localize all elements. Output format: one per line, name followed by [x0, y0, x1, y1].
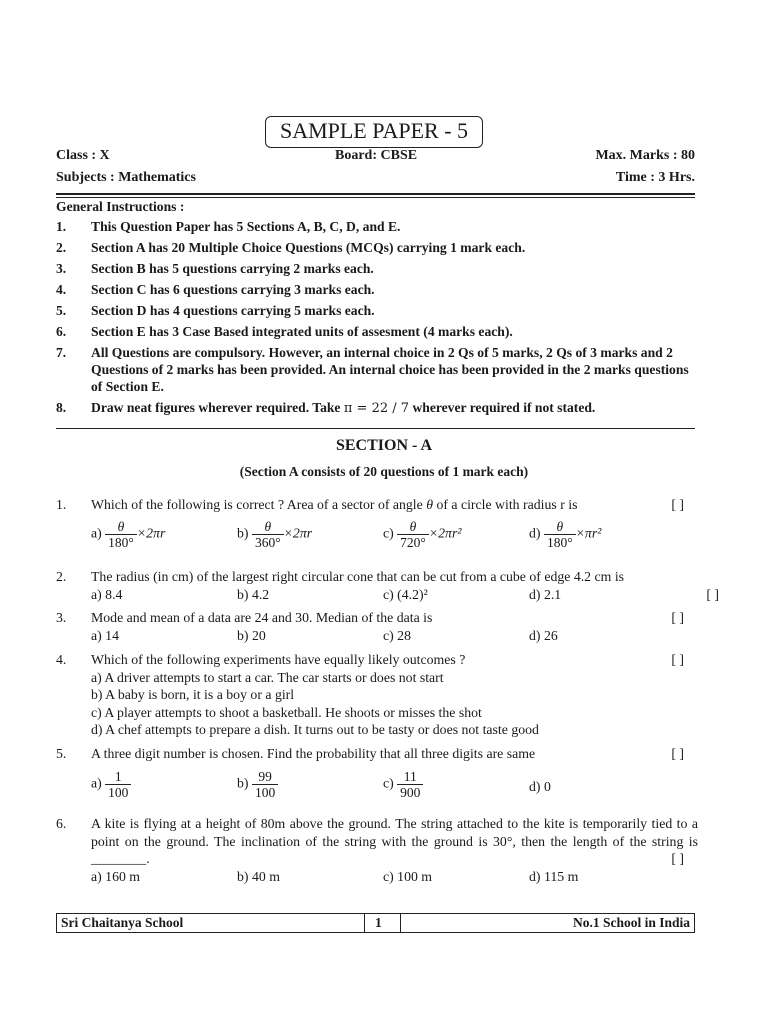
answer-bracket: [ ]	[706, 586, 719, 602]
section-subtitle: (Section A consists of 20 questions of 1 mark each)	[239, 464, 529, 479]
section-divider	[56, 428, 695, 429]
class-label: Class : X	[56, 148, 110, 163]
instruction-item: 8. Draw neat figures wherever required. Take π = 22 / 7 wherever required if not stated.	[56, 400, 596, 416]
instruction-item: 5. Section D has 4 questions carrying 5 marks each.	[56, 303, 375, 318]
paper-title: SAMPLE PAPER - 5	[265, 116, 483, 148]
option-d: d) 26	[529, 627, 558, 643]
option-d: d) $\frac{\theta}{180^\circ}$ ×πr²	[529, 518, 602, 550]
option-d: d) 0	[529, 778, 551, 794]
option-b: b) 40 m	[237, 868, 280, 884]
option-b: b) 4.2	[237, 586, 270, 602]
theta-symbol: θ	[426, 497, 433, 512]
option-c: c) 28	[383, 627, 411, 643]
option-c: c) $\frac{\theta}{720^\circ}$ ×2πr²	[383, 518, 462, 550]
option-c: c) $\frac{11}{900}$	[383, 769, 423, 800]
answer-bracket: [ ]	[671, 652, 684, 667]
page-number: 1	[375, 915, 382, 930]
instruction-item: 7. All Questions are compulsory. However, an internal choice in 2 Qs of 5 marks, 2 Qs of 3 marks and 2 Questions of 2 marks has been provided. An internal choice has been provided in the 2 marks questions of Section E.	[56, 345, 689, 394]
question-6: 6. A kite is flying at a height of 80m above the ground. The string attached to the kite is temporarily tied to a point on the ground. The inclination of the string with the ground is 30°, then the length of the string is ________. [ ] a) 160 m b) 40 m c) 100 m d) 115 m	[56, 816, 698, 884]
instructions-heading: General Instructions :	[56, 199, 185, 214]
answer-bracket: [ ]	[671, 746, 684, 761]
section-title: SECTION - A	[335, 437, 433, 454]
instruction-item: 6. Section E has 3 Case Based integrated units of assesment (4 marks each).	[56, 324, 513, 339]
options	[91, 769, 698, 809]
page-footer	[56, 913, 695, 933]
instruction-item: 1. This Question Paper has 5 Sections A, B, C, D, and E.	[56, 219, 401, 234]
option-d: d) 115 m	[529, 868, 579, 884]
board-label: Board: CBSE	[335, 148, 418, 163]
footer-tagline: No.1 School in India	[572, 915, 690, 930]
instruction-item: 2. Section A has 20 Multiple Choice Questions (MCQs) carrying 1 mark each.	[56, 240, 526, 255]
answer-bracket: [ ]	[671, 851, 684, 866]
option-b: b) A baby is born, it is a boy or a girl	[91, 687, 295, 702]
instruction-item: 3. Section B has 5 questions carrying 2 marks each.	[56, 261, 374, 276]
footer-divider	[400, 914, 401, 932]
question-4: 4. Which of the following experiments have equally likely outcomes ? [ ] a) A driver attempts to start a car. The car starts or does not start b) A baby is born, it is a boy or a girl c) A player attempts to shoot a basketball. He shoots or misses the shot d) A chef attempts to prepare a dish. It turns out to be tasty or does not taste good	[56, 651, 698, 739]
option-b: b) 20	[237, 627, 266, 643]
question-1: 1. Which of the following is correct ? Area of a sector of angle θ of a circle with radius r is [ ] a) $\frac{\theta}{180^\circ}$ ×2πr b) $\frac{\theta}{360^\circ}$ ×2πr c) $\frac{\theta}{720^\circ}$ ×2πr² d) $\frac{\theta}{180^\circ}$ ×πr²	[56, 496, 698, 557]
answer-bracket: [ ]	[671, 610, 684, 625]
options	[91, 586, 719, 604]
footer-divider	[364, 914, 365, 932]
question-5: 5. A three digit number is chosen. Find the probability that all three digits are same [ ] a) $\frac{1}{100}$ b) $\frac{99}{100}$ c) $\frac{11}{900}$ d) 0	[56, 745, 698, 809]
footer-school: Sri Chaitanya School	[61, 915, 184, 930]
instruction-item: 4. Section C has 6 questions carrying 3 marks each.	[56, 282, 375, 297]
option-c: c) 100 m	[383, 868, 433, 884]
option-c: c) (4.2)²	[383, 586, 428, 602]
option-b: b) $\frac{\theta}{360^\circ}$ ×2πr	[237, 518, 313, 550]
max-marks-label: Max. Marks : 80	[595, 148, 695, 163]
header-rule-thick	[56, 193, 695, 195]
option-a: a) 160 m	[91, 868, 141, 884]
option-a: a) $\frac{\theta}{180^\circ}$ ×2πr	[91, 518, 166, 550]
time-label: Time : 3 Hrs.	[615, 170, 695, 185]
option-d: d) A chef attempts to prepare a dish. It turns out to be tasty or does not taste good	[91, 722, 539, 737]
option-a: a) A driver attempts to start a car. The car starts or does not start	[91, 669, 444, 685]
options	[91, 519, 698, 557]
general-instructions	[56, 198, 698, 417]
options	[91, 627, 698, 645]
option-c: c) A player attempts to shoot a basketball. He shoots or misses the shot	[91, 704, 482, 720]
option-a: a) 8.4	[91, 586, 123, 602]
option-a: a) $\frac{1}{100}$	[91, 769, 131, 800]
options	[91, 868, 698, 886]
question-3: 3. Mode and mean of a data are 24 and 30. Median of the data is [ ] a) 14 b) 20 c) 28 d) 26	[56, 609, 698, 645]
option-a: a) 14	[91, 627, 119, 643]
question-2: 2. The radius (in cm) of the largest right circular cone that can be cut from a cube of edge 4.2 cm is a) 8.4 b) 4.2 c) (4.2)² d) 2.1 [ ]	[56, 569, 719, 602]
option-b: b) $\frac{99}{100}$	[237, 769, 278, 800]
subject-label: Subjects : Mathematics	[56, 170, 196, 185]
pi-formula: π = 22 / 7	[343, 401, 410, 416]
option-d: d) 2.1	[529, 586, 562, 602]
answer-bracket: [ ]	[671, 497, 684, 512]
